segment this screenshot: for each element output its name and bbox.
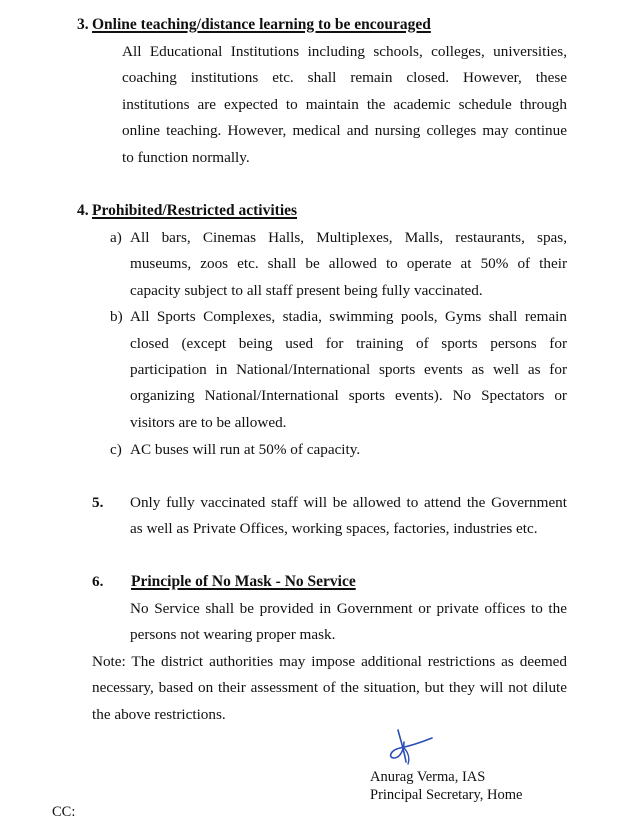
section-3-number: 3. (77, 16, 89, 33)
section-3-body-line: institutions are expected to maintain the academic schedule through (122, 96, 567, 113)
section-5-number: 5. (92, 494, 104, 511)
list-item-a-line: capacity subject to all staff present being fully vaccinated. (130, 282, 483, 299)
section-6-line: No Service shall be provided in Government or private offices to the (130, 600, 567, 617)
section-4-number: 4. (77, 202, 89, 219)
list-marker-a: a) (110, 229, 122, 246)
section-6-title: Principle of No Mask - No Service (131, 573, 356, 590)
list-item-b-line: closed (except being used for training of sports persons for (130, 335, 567, 352)
section-6-number: 6. (92, 573, 104, 590)
section-3-body-line: online teaching. However, medical and nursing colleges may continue (122, 122, 567, 139)
section-3-body-line: to function normally. (122, 149, 250, 166)
list-item-b-line: visitors are to be allowed. (130, 414, 287, 431)
note-line: the above restrictions. (92, 706, 226, 723)
signatory-name: Anurag Verma, IAS (370, 769, 486, 785)
list-item-b-line: All Sports Complexes, stadia, swimming pools, Gyms shall remain (130, 308, 567, 325)
list-marker-b: b) (110, 308, 123, 325)
list-item-a-line: museums, zoos etc. shall be allowed to operate at 50% of their (130, 255, 567, 272)
list-marker-c: c) (110, 441, 122, 458)
section-6-line: persons not wearing proper mask. (130, 626, 336, 643)
section-5-line: Only fully vaccinated staff will be allowed to attend the Government (130, 494, 567, 511)
signatory-designation: Principal Secretary, Home (370, 787, 523, 803)
section-3-title: Online teaching/distance learning to be encouraged (92, 16, 431, 33)
section-5-line: as well as Private Offices, working spaces, factories, industries etc. (130, 520, 538, 537)
list-item-c-line: AC buses will run at 50% of capacity. (130, 441, 361, 458)
cc-label: CC: (52, 804, 76, 820)
section-3-body-line: All Educational Institutions including schools, colleges, universities, (122, 43, 567, 60)
note-line: necessary, based on their assessment of the situation, but they will not dilute (92, 679, 567, 696)
signature-icon (382, 728, 438, 768)
list-item-a-line: All bars, Cinemas Halls, Multiplexes, Malls, restaurants, spas, (130, 229, 567, 246)
list-item-b-line: organizing National/International sports events). No Spectators or (130, 387, 567, 404)
section-4-title: Prohibited/Restricted activities (92, 202, 298, 219)
list-item-b-line: participation in National/International sports events as well as for (130, 361, 567, 378)
section-3-body-line: coaching institutions etc. shall remain closed. However, these (122, 69, 567, 86)
note-line: Note: The district authorities may impose additional restrictions as deemed (92, 653, 567, 670)
